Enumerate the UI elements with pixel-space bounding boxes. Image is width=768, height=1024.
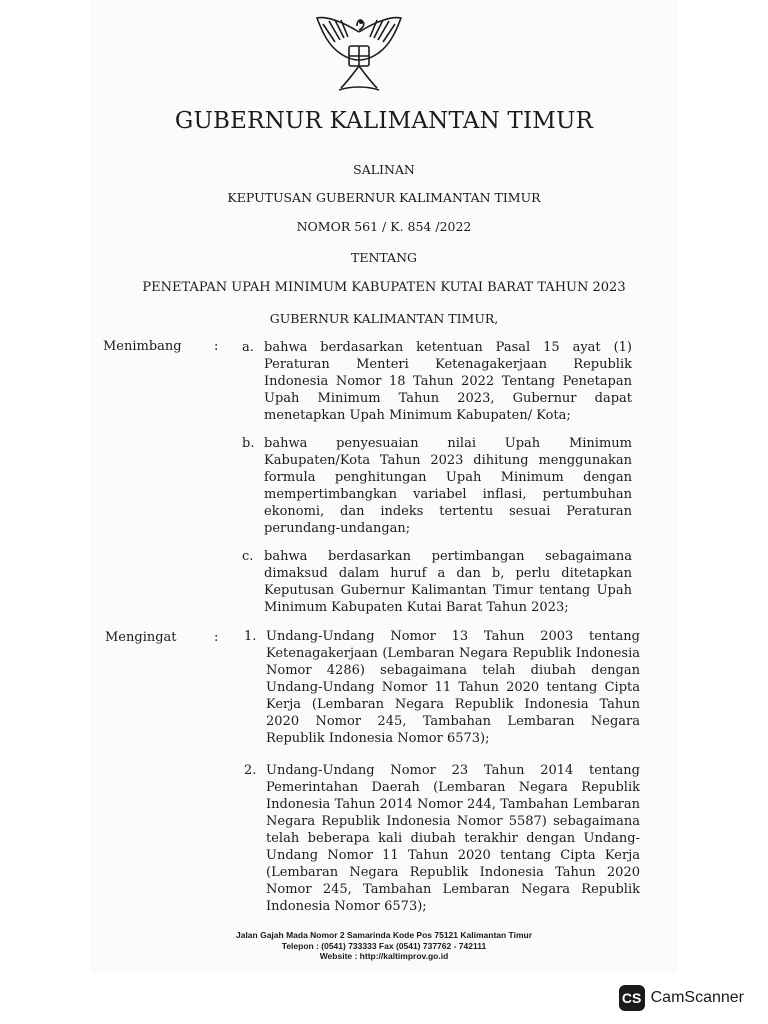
menimbang-item-a: [242, 339, 632, 424]
decree-title: KEPUTUSAN GUBERNUR KALIMANTAN TIMUR: [227, 190, 541, 205]
menimbang-colon: :: [214, 339, 219, 354]
list-item-text: bahwa penyesuaian nilai Upah Minimum Kabupaten/Kota Tahun 2023 dihitung menggunakan formula penghitungan Upah Minimum dengan mempertimbangkan variabel inflasi, pertumbuhan ekonomi, dan indeks tertentu sesuai Peraturan perundang-undangan;: [264, 436, 632, 536]
decree-number: NOMOR 561 / K. 854 /2022: [296, 219, 472, 234]
mengingat-item-1: [244, 628, 640, 747]
list-item-text: bahwa berdasarkan pertimbangan sebagaimana dimaksud dalam huruf a dan b, perlu ditetapkan Keputusan Gubernur Kalimantan Timur tentang Upah Minimum Kabupaten Kutai Barat Tahun 2023;: [264, 549, 632, 615]
list-marker: 1.: [244, 629, 257, 644]
list-marker: c.: [242, 549, 254, 564]
menimbang-label: Menimbang: [103, 339, 182, 354]
camscanner-watermark: [619, 985, 744, 1011]
camscanner-logo-icon: CS: [619, 985, 645, 1011]
letterhead-footer: [0, 930, 768, 962]
mengingat-colon: :: [214, 630, 219, 645]
list-item-text: bahwa berdasarkan ketentuan Pasal 15 ayat (1) Peraturan Menteri Ketenagakerjaan Republik Indonesia Nomor 18 Tahun 2022 Tentang Penetapan Upah Minimum Tahun 2023, Gubernur dapat menetapkan Upah Minimum Kabupaten/ Kota;: [264, 340, 632, 423]
footer-phone: Telepon : (0541) 733333 Fax (0541) 737762 - 742111: [281, 940, 487, 951]
footer-address: Jalan Gajah Mada Nomor 2 Samarinda Kode Pos 75121 Kalimantan Timur: [235, 930, 533, 940]
list-marker: 2.: [244, 763, 257, 778]
governor-line: GUBERNUR KALIMANTAN TIMUR,: [269, 311, 499, 326]
list-marker: a.: [242, 340, 254, 355]
menimbang-item-b: [242, 435, 632, 537]
list-item-text: Undang-Undang Nomor 13 Tahun 2003 tentang Ketenagakerjaan (Lembaran Negara Republik Indonesia Nomor 4286) sebagaimana telah diubah dengan Undang-Undang Nomor 11 Tahun 2020 tentang Cipta Kerja (Lembaran Negara Republik Indonesia Tahun 2020 Nomor 245, Tambahan Lembaran Negara Republik Indonesia Nomor 6573);: [266, 629, 640, 746]
page-title: GUBERNUR KALIMANTAN TIMUR: [174, 108, 594, 134]
about-label: TENTANG: [350, 250, 417, 265]
footer-website: Website : http://kaltimprov.go.id: [319, 951, 449, 961]
menimbang-item-c: [242, 548, 632, 616]
mengingat-item-2: [244, 762, 640, 915]
decree-subject: PENETAPAN UPAH MINIMUM KABUPATEN KUTAI BARAT TAHUN 2023: [142, 280, 626, 295]
copy-label: SALINAN: [353, 162, 415, 177]
list-item-text: Undang-Undang Nomor 23 Tahun 2014 tentang Pemerintahan Daerah (Lembaran Negara Republik Indonesia Tahun 2014 Nomor 244, Tambahan Lembaran Negara Republik Indonesia Nomor 5587) sebagaimana telah beberapa kali diubah terakhir dengan Undang-Undang Nomor 11 Tahun 2020 tentang Cipta Kerja (Lembaran Negara Republik Indonesia Tahun 2020 Nomor 245, Tambahan Lembaran Negara Republik Indonesia Nomor 6573);: [266, 763, 640, 914]
camscanner-brand: CamScanner: [650, 989, 744, 1006]
mengingat-label: Mengingat: [105, 630, 177, 645]
list-marker: b.: [242, 436, 255, 451]
garuda-emblem-icon: [313, 12, 405, 98]
